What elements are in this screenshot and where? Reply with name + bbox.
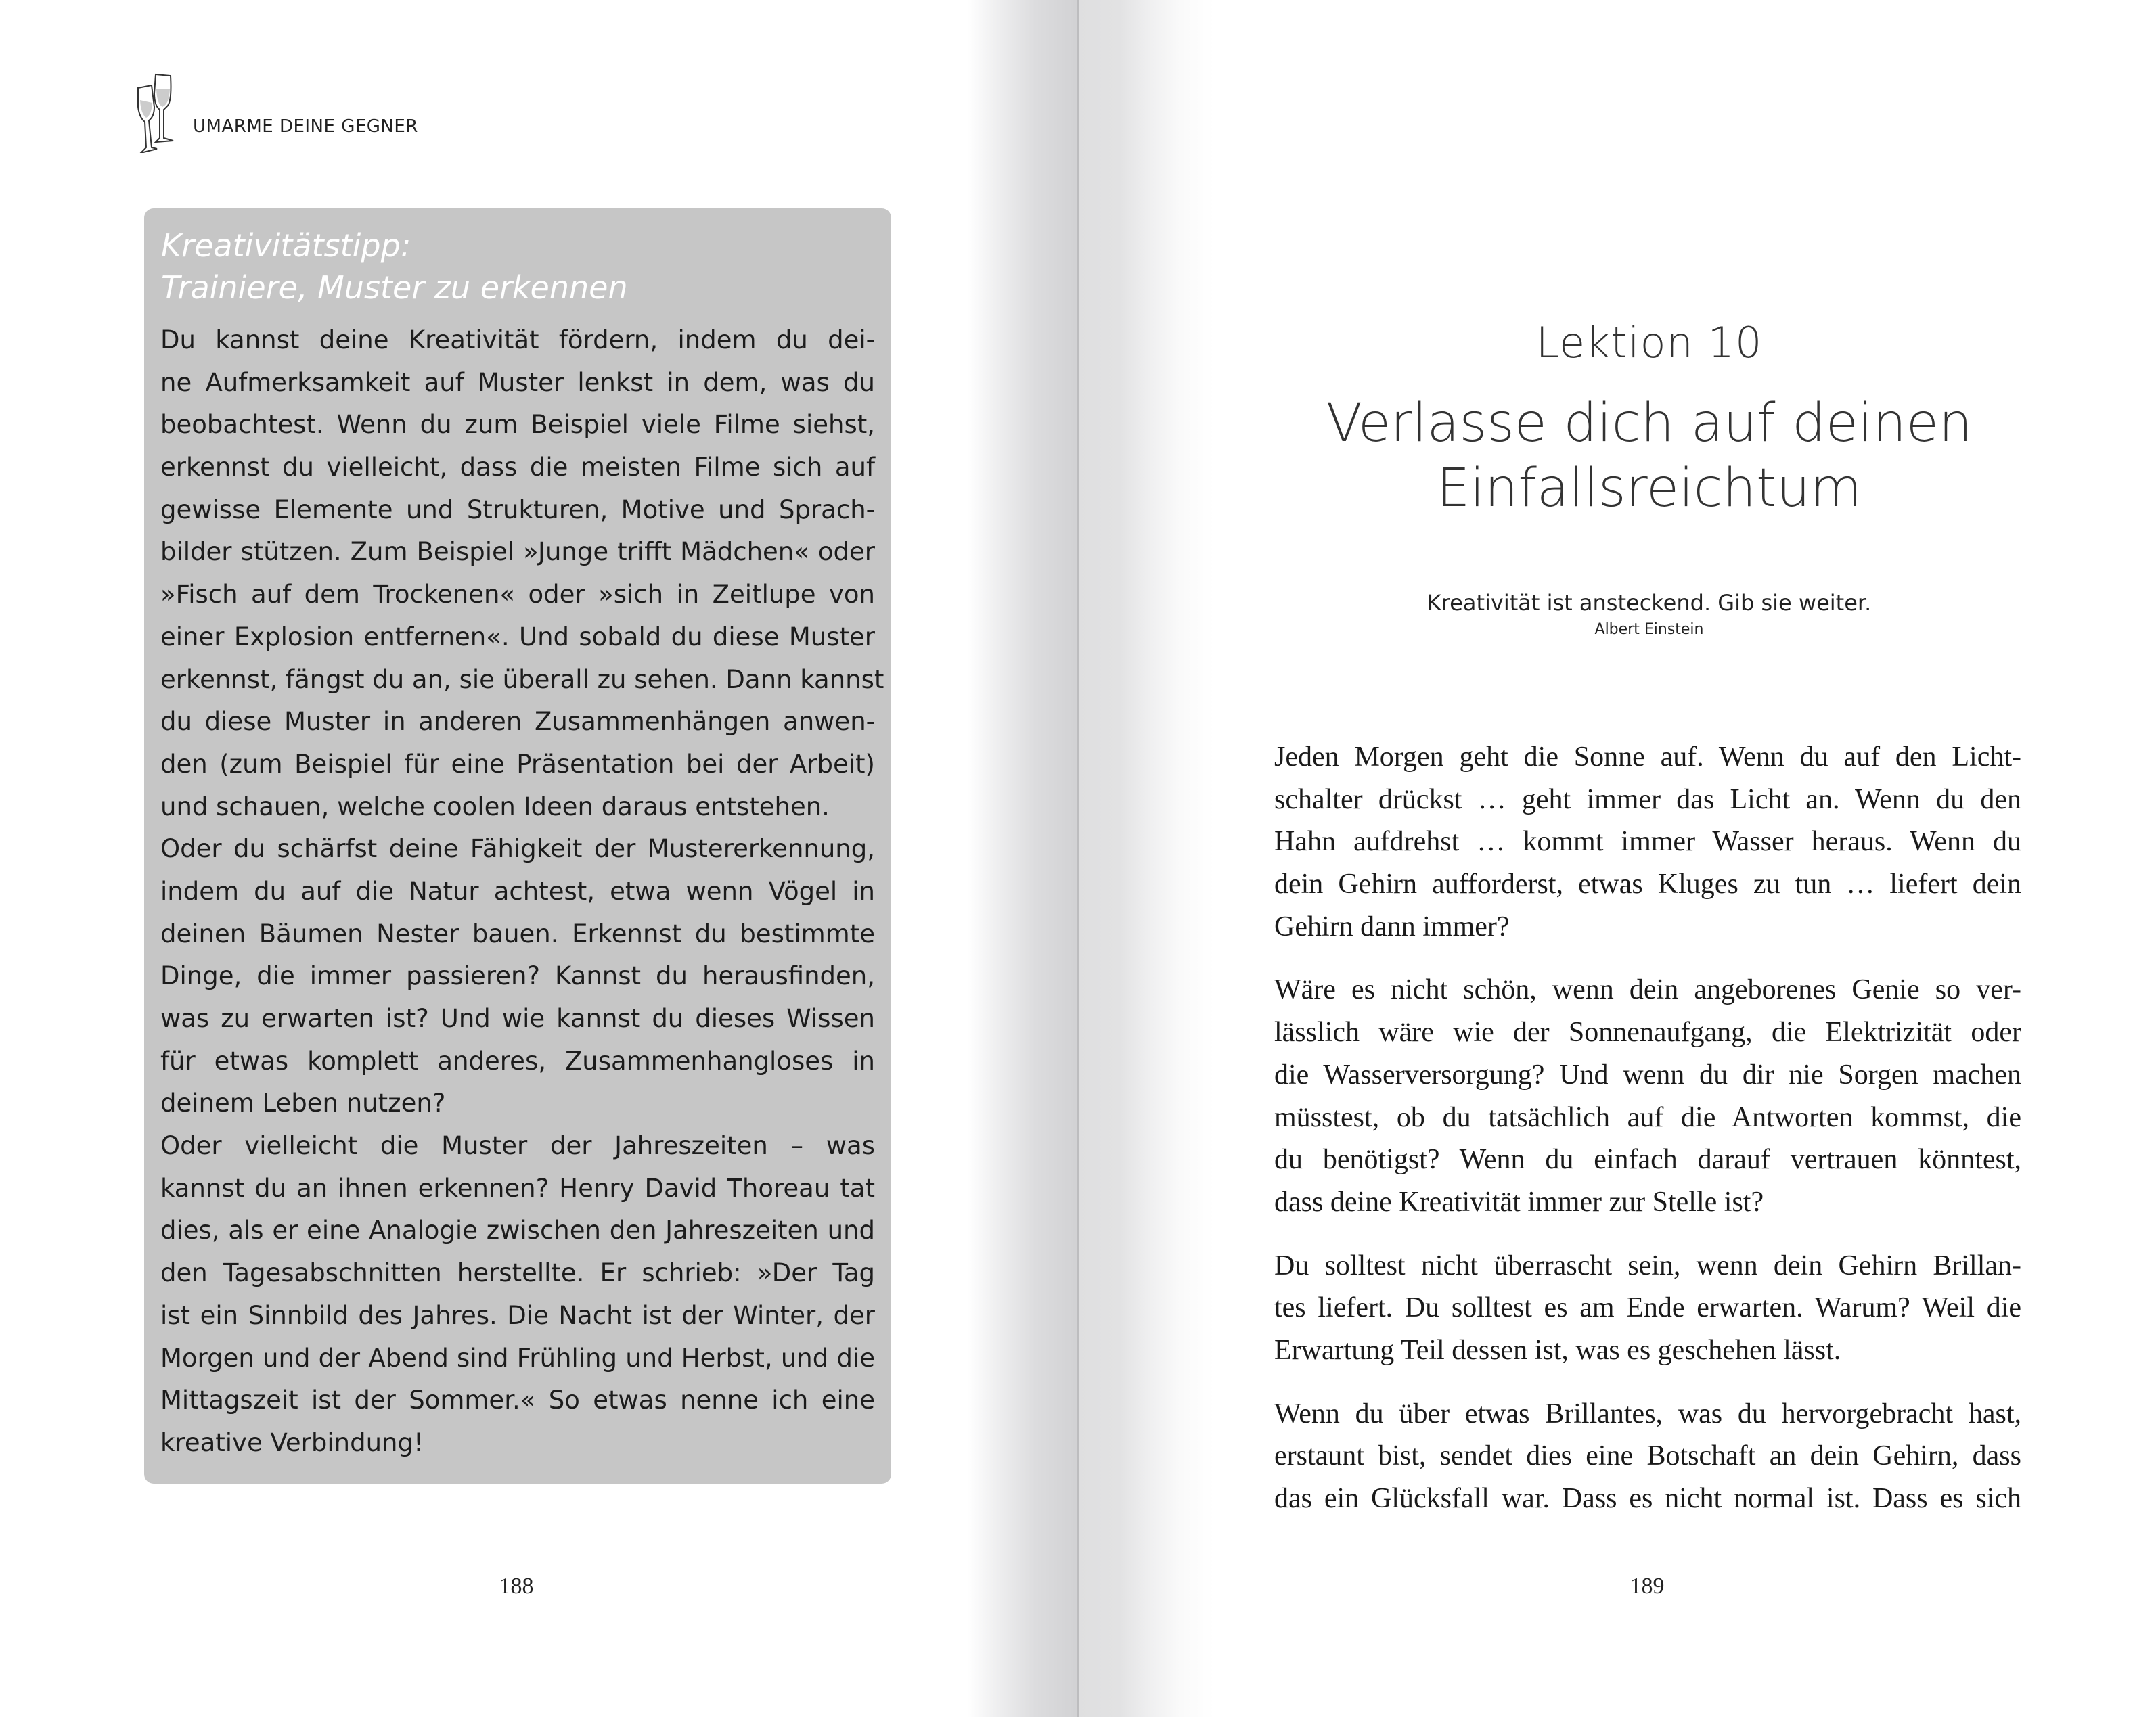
text-line: Hahn aufdrehst … kommt immer Wasser heraus. Wenn du: [1274, 826, 2021, 858]
text-line: Dinge, die immer passieren? Kannst du herausfinden,: [160, 961, 875, 991]
text-line: erstaunt bist, sendet dies eine Botschaft an dein Gehirn, dass: [1274, 1440, 2021, 1472]
text-line: Du kannst deine Kreativität fördern, indem du dei-: [160, 325, 875, 354]
running-head: UMARME DEINE GEGNER: [193, 116, 418, 137]
text-line: kreative Verbindung!: [160, 1427, 424, 1457]
text-line: Gehirn dann immer?: [1274, 911, 1510, 942]
text-line: und schauen, welche coolen Ideen daraus entstehen.: [160, 792, 830, 821]
text-line: ne Aufmerksamkeit auf Muster lenkst in dem, was du: [160, 367, 875, 397]
chapter-title-line: Einfallsreichtum: [1437, 458, 1862, 519]
text-line: den (zum Beispiel für eine Präsentation bei der Arbeit): [160, 749, 875, 779]
text-line: erkennst, fängst du an, sie überall zu sehen. Dann kannst: [160, 664, 884, 694]
paragraph: [1274, 1245, 2021, 1372]
text-line: lässlich wäre wie der Sonnenaufgang, die Elektrizität oder: [1274, 1017, 2021, 1049]
text-line: Mittagszeit ist der Sommer.« So etwas nenne ich eine: [160, 1386, 875, 1415]
text-line: deinem Leben nutzen?: [160, 1089, 446, 1118]
text-line: Oder du schärfst deine Fähigkeit der Mustererkennung,: [160, 834, 875, 864]
epigraph-quote: Kreativität ist ansteckend. Gib sie weiter.: [1427, 590, 1872, 616]
text-line: Morgen und der Abend sind Frühling und Herbst, und die: [160, 1343, 875, 1373]
tip-title-line: Kreativitätstipp:: [161, 227, 411, 264]
page-number: 188: [499, 1574, 534, 1599]
text-line: Erwartung Teil dessen ist, was es geschehen lässt.: [1274, 1334, 1841, 1366]
chapter-title-line: Verlasse dich auf deinen: [1326, 393, 1973, 454]
text-line: kannst du an ihnen erkennen? Henry David Thoreau tat: [160, 1173, 875, 1203]
text-line: erkennst du vielleicht, dass die meisten Filme sich auf: [160, 453, 875, 482]
text-line: dass deine Kreativität immer zur Stelle ist?: [1274, 1186, 1764, 1218]
text-line: müsstest, ob du tatsächlich auf die Antworten kommst, die: [1274, 1101, 2021, 1133]
text-line: Jeden Morgen geht die Sonne auf. Wenn du auf den Licht-: [1274, 741, 2021, 773]
body-text: [1274, 736, 2021, 1541]
text-line: du diese Muster in anderen Zusammenhängen anwen-: [160, 707, 875, 737]
text-line: was zu erwarten ist? Und wie kannst du dieses Wissen: [160, 1004, 875, 1033]
paragraph: [1274, 736, 2021, 948]
text-line: deinen Bäumen Nester bauen. Erkennst du bestimmte: [160, 919, 875, 948]
tip-body: [160, 319, 884, 1465]
text-line: indem du auf die Natur achtest, etwa wenn Vögel in: [160, 876, 875, 906]
text-line: schalter drückst … geht immer das Licht an. Wenn du den: [1274, 783, 2021, 815]
paragraph: [160, 1125, 875, 1465]
right-page: [1079, 0, 2156, 1717]
chapter-title: [1079, 391, 2156, 521]
text-line: tes liefert. Du solltest es am Ende erwarten. Warum? Weil die: [1274, 1292, 2021, 1324]
text-line: bilder stützen. Zum Beispiel »Junge trifft Mädchen« oder: [160, 537, 875, 567]
text-line: für etwas komplett anderes, Zusammenhangloses in: [160, 1046, 875, 1076]
text-line: das ein Glücksfall war. Dass es nicht normal ist. Dass es sich: [1274, 1483, 2021, 1514]
text-line: gewisse Elemente und Strukturen, Motive und Sprach-: [160, 495, 875, 524]
text-line: dein Gehirn aufforderst, etwas Kluges zu tun … liefert dein: [1274, 869, 2021, 900]
paragraph: [160, 828, 875, 1125]
lesson-label: Lektion 10: [1535, 318, 1763, 367]
paragraph: [160, 319, 884, 828]
page-number: 189: [1630, 1574, 1665, 1599]
left-page: [0, 0, 1077, 1717]
text-line: Du solltest nicht überrascht sein, wenn dein Gehirn Brillan-: [1274, 1250, 2021, 1281]
text-line: dies, als er eine Analogie zwischen den Jahreszeiten und: [160, 1216, 875, 1245]
paragraph: [1274, 1393, 2021, 1520]
tip-title-line: Trainiere, Muster zu erkennen: [161, 269, 628, 306]
creativity-tip-box: [144, 208, 891, 1484]
paragraph: [1274, 969, 2021, 1223]
text-line: du benötigst? Wenn du einfach darauf vertrauen könntest,: [1274, 1144, 2021, 1176]
text-line: Wäre es nicht schön, wenn dein angeborenes Genie so ver-: [1274, 974, 2021, 1006]
text-line: ist ein Sinnbild des Jahres. Die Nacht ist der Winter, der: [160, 1300, 875, 1330]
text-line: beobachtest. Wenn du zum Beispiel viele Filme siehst,: [160, 410, 875, 440]
wine-glasses-icon: [135, 73, 191, 153]
text-line: Wenn du über etwas Brillantes, was du hervorgebracht hast,: [1274, 1398, 2021, 1429]
tip-title: [161, 225, 628, 308]
text-line: Oder vielleicht die Muster der Jahreszeiten – was: [160, 1131, 875, 1161]
text-line: einer Explosion entfernen«. Und sobald du diese Muster: [160, 622, 875, 651]
text-line: den Tagesabschnitten herstellte. Er schrieb: »Der Tag: [160, 1258, 875, 1288]
text-line: die Wasserversorgung? Und wenn du dir nie Sorgen machen: [1274, 1059, 2021, 1091]
text-line: »Fisch auf dem Trockenen« oder »sich in Zeitlupe von: [160, 580, 875, 610]
epigraph-author: Albert Einstein: [1594, 621, 1704, 638]
